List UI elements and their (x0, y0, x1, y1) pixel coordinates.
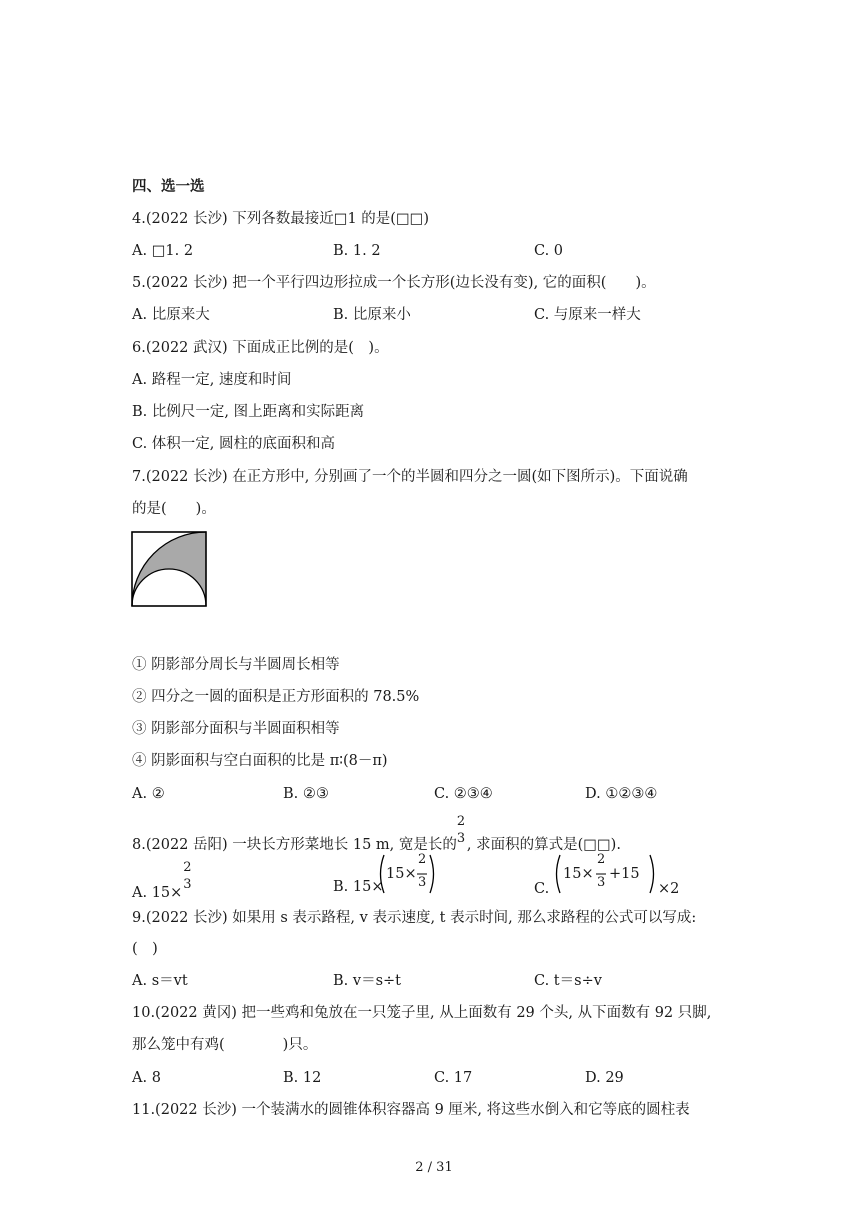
q5-option-b[interactable]: B. 比原来小 (333, 307, 411, 323)
section-title: 四、选一选 (132, 178, 205, 195)
q10-option-d[interactable]: D. 29 (585, 1070, 624, 1086)
q8-option-a[interactable] (132, 860, 192, 903)
q4-option-a[interactable]: A. □1. 2 (132, 243, 194, 259)
q6-option-a[interactable]: A. 路程一定, 速度和时间 (132, 372, 292, 388)
q8-stem-prefix: 8.(2022 岳阳) 一块长方形菜地长 15 m, 宽是长的 (132, 837, 457, 853)
q8-frac-denominator: 3 (456, 831, 466, 846)
q8-option-b[interactable] (333, 877, 383, 897)
question-7-stem-line1: 7.(2022 长沙) 在正方形中, 分别画了一个的半圆和四分之一圆(如下图所示)。下面说确 (132, 469, 688, 485)
q10-option-a[interactable]: A. 8 (132, 1070, 161, 1086)
q8-option-c-inner: 15× (563, 866, 594, 882)
q5-option-c[interactable]: C. 与原来一样大 (534, 307, 641, 323)
q8-c-frac-denominator: 3 (597, 875, 606, 890)
page-number: 2 / 31 (415, 1160, 453, 1175)
square-semicircle-quarter-circle-figure (131, 531, 207, 607)
q8-c-frac-numerator: 2 (597, 852, 606, 867)
q7-option-d[interactable]: D. ①②③④ (585, 786, 658, 802)
q8-stem-suffix: , 求面积的算式是(□□). (466, 837, 621, 853)
q7-statement-3: ③ 阴影部分面积与半圆面积相等 (132, 721, 340, 737)
question-5-stem: 5.(2022 长沙) 把一个平行四边形拉成一个长方形(边长没有变), 它的面积( )。 (132, 275, 656, 291)
question-7-stem-line2: 的是( )。 (132, 501, 216, 517)
q8-option-c-suffix: ×2 (658, 881, 680, 897)
q6-option-c[interactable]: C. 体积一定, 圆柱的底面积和高 (132, 436, 336, 452)
q9-option-c[interactable]: C. t＝s÷v (534, 973, 602, 989)
q8-option-a-text: A. 15× (132, 885, 183, 901)
q8-option-c[interactable] (534, 879, 549, 899)
q10-option-b[interactable]: B. 12 (283, 1070, 322, 1086)
q8-option-b-inner: 15× (386, 866, 417, 882)
q8-a-frac-numerator: 2 (183, 860, 192, 875)
q4-option-c[interactable]: C. 0 (534, 243, 564, 259)
question-4-stem: 4.(2022 长沙) 下列各数最接近□1 的是(□□) (132, 211, 430, 227)
q7-option-c[interactable]: C. ②③④ (434, 786, 493, 802)
q9-option-b[interactable]: B. v＝s÷t (333, 973, 401, 989)
q6-option-b[interactable]: B. 比例尺一定, 图上距离和实际距离 (132, 404, 365, 420)
q7-statement-2: ② 四分之一圆的面积是正方形面积的 78.5% (132, 689, 420, 705)
q9-option-a[interactable]: A. s＝vt (132, 973, 188, 989)
question-6-stem: 6.(2022 武汉) 下面成正比例的是( )。 (132, 340, 389, 356)
question-10-stem-line2: 那么笼中有鸡( )只。 (132, 1037, 318, 1053)
q8-option-c-plus: +15 (609, 866, 640, 882)
q7-option-b[interactable]: B. ②③ (283, 786, 329, 802)
question-9-stem-line2: ( ) (132, 941, 158, 957)
q7-statement-1: ① 阴影部分周长与半圆周长相等 (132, 657, 340, 673)
q5-option-a[interactable]: A. 比原来大 (132, 307, 210, 323)
q7-option-a[interactable]: A. ② (132, 786, 165, 802)
q10-option-c[interactable]: C. 17 (434, 1070, 473, 1086)
question-11-stem-line1: 11.(2022 长沙) 一个装满水的圆锥体积容器高 9 厘米, 将这些水倒入和它等底的圆柱表 (132, 1102, 690, 1118)
question-10-stem-line1: 10.(2022 黄冈) 把一些鸡和兔放在一只笼子里, 从上面数有 29 个头, 从下面数有 92 只脚, (132, 1005, 712, 1021)
q8-a-frac-denominator: 3 (183, 877, 192, 892)
q7-statement-4: ④ 阴影面积与空白面积的比是 π∶(8－π) (132, 753, 388, 769)
q8-option-c-text: C. (534, 881, 550, 897)
q8-b-frac-denominator: 3 (418, 875, 427, 890)
q4-option-b[interactable]: B. 1. 2 (333, 243, 381, 259)
q8-b-frac-numerator: 2 (418, 852, 427, 867)
q8-option-b-text: B. 15× (333, 879, 384, 895)
question-9-stem-line1: 9.(2022 长沙) 如果用 s 表示路程, v 表示速度, t 表示时间, 那么求路程的公式可以写成: (132, 910, 697, 926)
q8-frac-numerator: 2 (456, 814, 466, 829)
